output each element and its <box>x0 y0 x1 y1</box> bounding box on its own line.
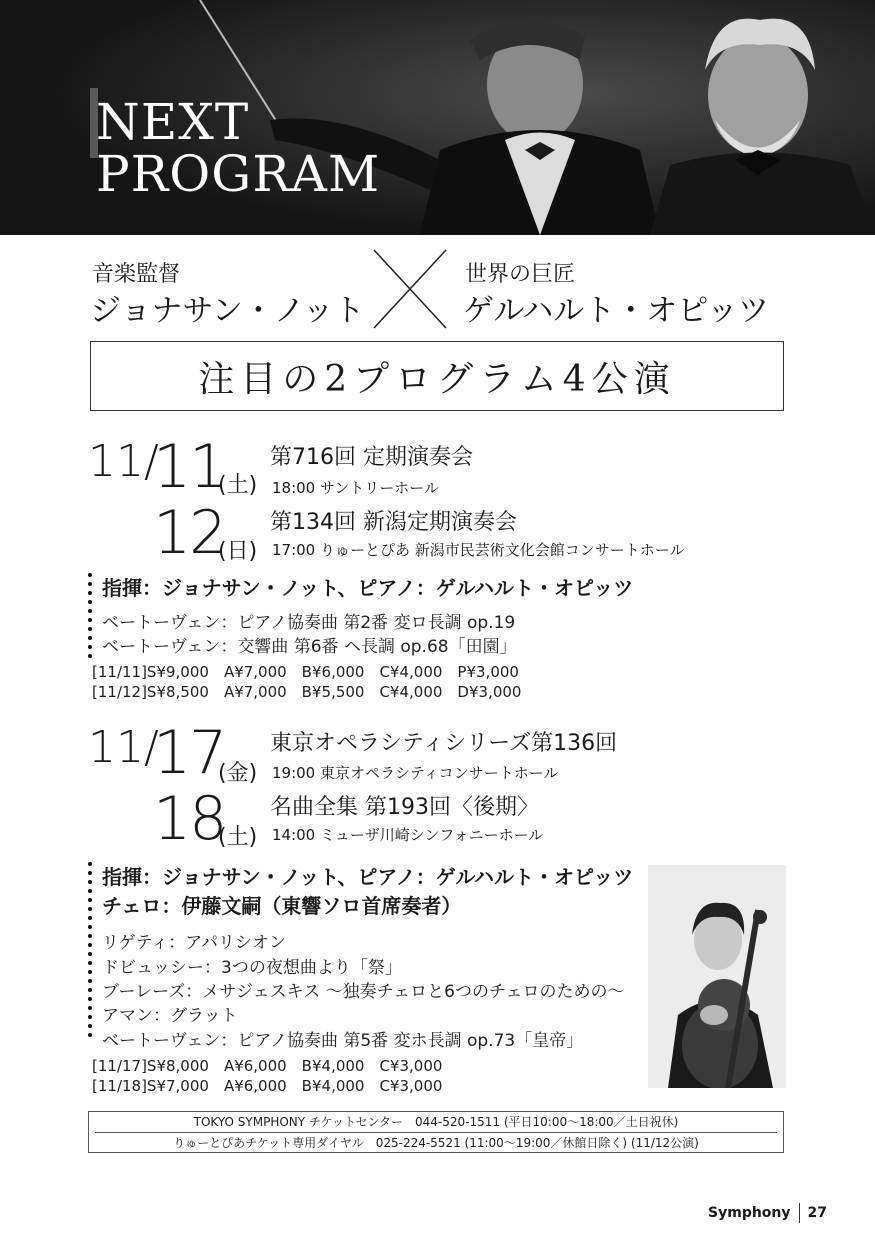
program1-event-title-2: 第134回 新潟定期演奏会 <box>270 510 517 535</box>
headline-text: 注目の2プログラム4公演 <box>198 358 676 400</box>
headline-box <box>90 341 784 411</box>
cellist-photo <box>648 865 786 1088</box>
program2-month: 11/ <box>88 722 159 773</box>
program2-event-detail-2: 14:00 ミューザ川崎シンフォニーホール <box>272 826 544 844</box>
banner-title <box>96 93 381 203</box>
program1-dow-2: (日) <box>218 539 258 564</box>
program1-dotted-rule <box>88 573 92 663</box>
ticket-line-2: りゅーとぴあチケット専用ダイヤル 025-224-5521 (11:00～19:00／休館日除く) (11/12公演) <box>173 1136 699 1150</box>
footer-brand: Symphony <box>708 1205 791 1221</box>
page-footer <box>708 1203 827 1223</box>
program2-cello: チェロ：伊藤文嗣（東響ソロ首席奏者） <box>102 894 462 918</box>
banner-title-line1: NEXT <box>96 93 250 151</box>
program1-event-title-1: 第716回 定期演奏会 <box>270 445 473 470</box>
program1-price-1: [11/11]S¥9,000 A¥7,000 B¥6,000 C¥4,000 P¥3,000 <box>92 663 519 681</box>
program2-event-title-2: 名曲全集 第193回〈後期〉 <box>270 795 539 820</box>
banner-title-line2: PROGRAM <box>96 145 381 203</box>
program2-event-title-1: 東京オペラシティシリーズ第136回 <box>270 731 618 756</box>
program2-work-4: アマン：グラット <box>102 1006 238 1026</box>
program1-work-2: ベートーヴェン：交響曲 第6番 ヘ長調 op.68「田園」 <box>102 637 517 657</box>
program2-work-1: リゲティ：アパリシオン <box>102 933 286 953</box>
program2-work-3: ブーレーズ：メサジェスキス ～独奏チェロと6つのチェロのための～ <box>102 982 625 1002</box>
program2-dow-1: (金) <box>218 761 258 786</box>
ticket-line-1: TOKYO SYMPHONY チケットセンター 044-520-1511 (平日10:00～18:00／土日祝休) <box>193 1115 679 1129</box>
header-banner <box>0 0 875 235</box>
program1-day-2: 12 <box>153 498 226 568</box>
program1-work-1: ベートーヴェン：ピアノ協奏曲 第2番 変ロ長調 op.19 <box>102 613 516 633</box>
program2-work-5: ベートーヴェン：ピアノ協奏曲 第5番 変ホ長調 op.73「皇帝」 <box>102 1031 584 1051</box>
right-artist-role: 世界の巨匠 <box>465 262 576 287</box>
program1-month: 11/ <box>88 436 159 487</box>
program2-day-2: 18 <box>153 784 226 854</box>
program1-event-detail-2: 17:00 りゅーとぴあ 新潟市民芸術文化会館コンサートホール <box>272 541 685 559</box>
program2-event-detail-1: 19:00 東京オペラシティコンサートホール <box>272 764 559 782</box>
program1-day-1: 11 <box>153 432 226 502</box>
cross-mark-icon <box>370 248 450 330</box>
ticket-info-box <box>88 1111 784 1153</box>
left-artist-name: ジョナサン・ノット <box>90 293 365 329</box>
program2-performers: 指揮：ジョナサン・ノット、ピアノ：ゲルハルト・オピッツ <box>102 865 634 889</box>
program2-dotted-rule <box>88 862 92 1042</box>
right-artist-name: ゲルハルト・オピッツ <box>463 293 769 329</box>
footer-divider <box>799 1203 800 1223</box>
program2-price-1: [11/17]S¥8,000 A¥6,000 B¥4,000 C¥3,000 <box>92 1057 443 1075</box>
program1-price-2: [11/12]S¥8,500 A¥7,000 B¥5,500 C¥4,000 D¥3,000 <box>92 683 522 701</box>
program1-dow-1: (土) <box>218 473 258 498</box>
page-number: 27 <box>807 1205 827 1221</box>
left-artist-role: 音楽監督 <box>92 262 181 287</box>
program1-performers: 指揮：ジョナサン・ノット、ピアノ：ゲルハルト・オピッツ <box>102 576 634 600</box>
program2-day-1: 17 <box>153 718 226 788</box>
program2-work-2: ドビュッシー：3つの夜想曲より「祭」 <box>102 958 402 978</box>
program2-price-2: [11/18]S¥7,000 A¥6,000 B¥4,000 C¥3,000 <box>92 1077 443 1095</box>
program2-dow-2: (土) <box>218 825 258 850</box>
program1-event-detail-1: 18:00 サントリーホール <box>272 479 439 497</box>
